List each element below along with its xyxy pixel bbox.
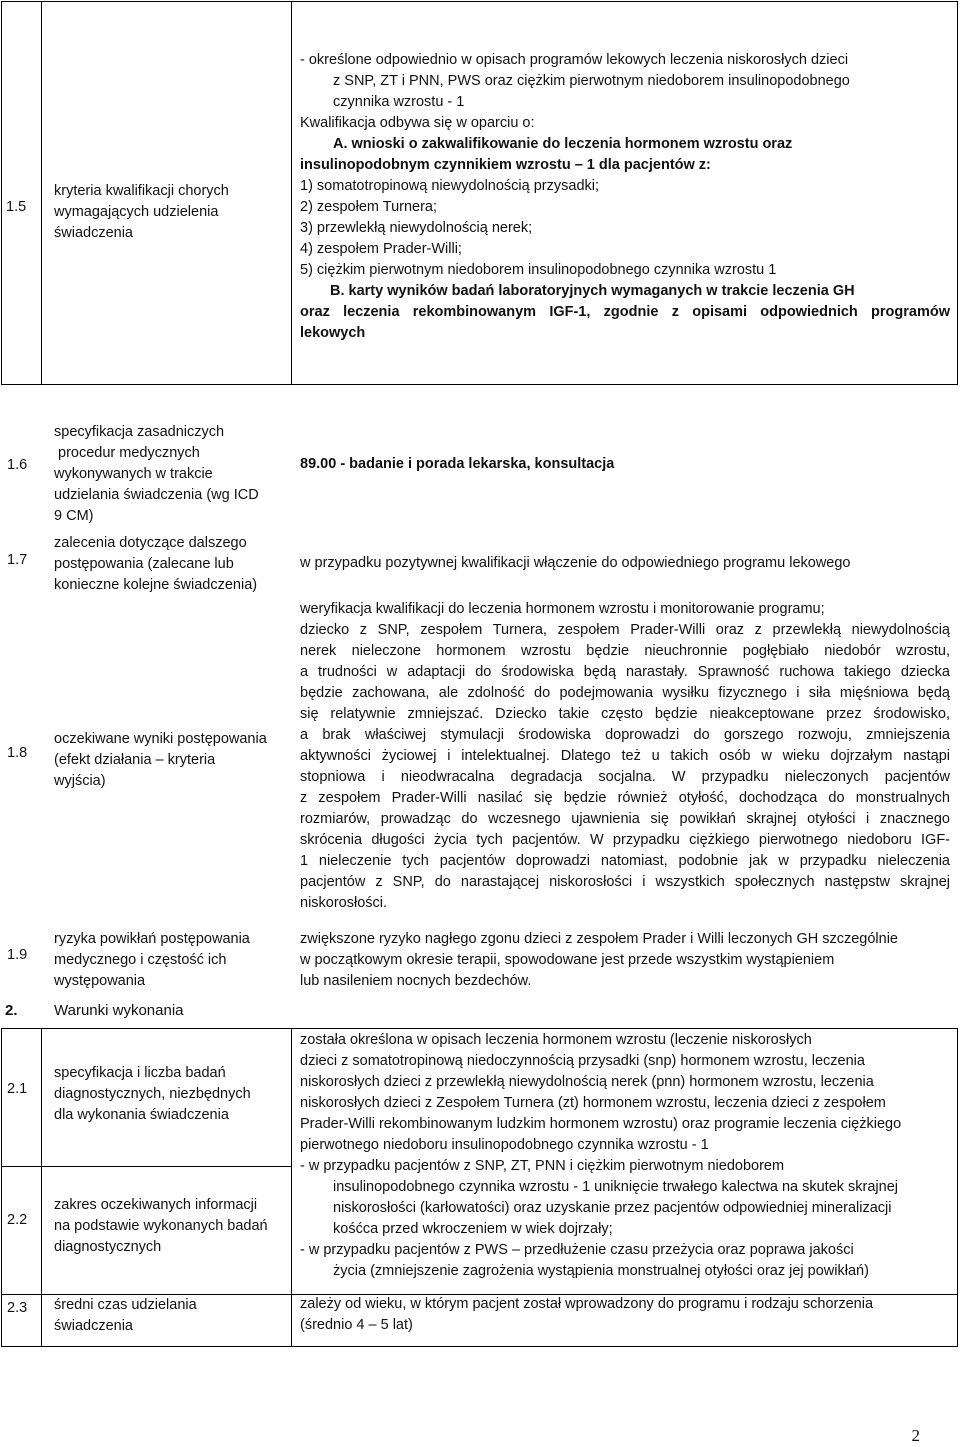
section-title: Warunki wykonania [54,1002,184,1019]
expected-outcomes: weryfikacja kwalifikacji do leczenia hormonem wzrostu i monitorowanie programu; dziecko z SNP, zespołem Turnera, zespołem Prader-Willi oraz z przewlekłą niewydolnością nerek nieleczone hormonem wzrostu będzie nieuchronnie pogłębiało niedobór wzrostu, a trudności w adaptacji do środowiska będą narastały. Sprawność ruchowa takiego dziecka będzie zachowana, ale zdolność do podejmowania wysiłku fizycznego i siła mięśniowa będą się relatywnie zmniejszać. Dziecko takie często będzie nieakceptowane przez środowisko, a brak właściwej stymulacji środowiska doprowadzi do gorszego rozwoju, zmniejszenia aktywności życiowej i intelektualnej. Dlatego też u takich osób w wieku dojrzałym nastąpi stopniowa i nieodwracalna degradacja socjalna. W przypadku nieleczonych pacjentów z zespołem Prader-Willi nasilać się będzie również otyłość, dochodząca do monstrualnych rozmiarów, prowadząc do wczesnego ujawnienia się powikłań skrajnej otyłości i znacznego skrócenia długości życia tych pacjentów. W przypadku ciężkiego pierwotnego niedoboru IGF- 1 nieleczenie tych pacjentów doprowadzi natomiast, podobnie jak w przypadku nieleczenia pacjentów z SNP, do narastającej niskorosłości i wszystkich społecznych następstw skrajnej niskorosłości. [300,601,950,911]
row-number: 2.3 [7,1300,28,1316]
row-label: zakres oczekiwanych informacji na podstawie wykonanych badań diagnostycznych [54,1197,268,1255]
cell-num [2,1167,42,1295]
row-number: 1.8 [7,745,28,761]
cell-num [2,2,42,385]
row-label: specyfikacja i liczba badań diagnostycznych, niezbędnych dla wykonania świadczenia [54,1065,251,1123]
row-number: 1.6 [7,457,28,473]
further-recommendations: w przypadku pozytywnej kwalifikacji włączenie do odpowiedniego programu lekowego [300,555,851,571]
complication-risks: zwiększone ryzyko nagłego zgonu dzieci z zespołem Prader i Willi leczonych GH szczególnie w początkowym okresie terapii, spowodowane jest przede wszystkim wystąpieniem lub nasileniem nocnych bezdechów. [300,931,898,989]
row-number: 1.5 [6,199,27,215]
row-label: specyfikacja zasadniczych procedur medycznych wykonywanych w trakcie udzielania świadczenia (wg ICD 9 CM) [54,424,259,524]
row-number: 1.9 [7,947,28,963]
procedure-code: 89.00 - badanie i porada lekarska, konsultacja [300,456,615,472]
row-number: 2.2 [7,1212,28,1228]
row-label: oczekiwane wyniki postępowania (efekt działania – kryteria wyjścia) [54,731,267,789]
row-label: kryteria kwalifikacji chorych wymagających udzielenia świadczenia [54,183,229,241]
row-number: 2.1 [7,1081,28,1097]
row-label: zalecenia dotyczące dalszego postępowania (zalecane lub konieczne kolejne świadczenia) [54,535,258,593]
qualification-criteria: - określone odpowiednio w opisach programów lekowych leczenia niskorosłych dzieci z SNP, ZT i PNN, PWS oraz ciężkim pierwotnym niedoborem insulinopodobnego czynnika wzrostu - 1 Kwalifikacja odbywa się w oparciu o: A. wnioski o zakwalifikowanie do leczenia hormonem wzrostu oraz insulinopodobnym czynnikiem wzrostu – 1 dla pacjentów z: 1) somatotropinową niewydolnością przysadki; 2) zespołem Turnera; 3) przewlekłą niewydolnością nerek; 4) zespołem Prader-Willi; 5) ciężkim pierwotnym niedoborem insulinopodobnego czynnika wzrostu 1 B. karty wyników badań laboratoryjnych wymaganych w trakcie leczenia GH oraz leczenia rekombinowanym IGF-1, zgodnie z opisami odpowiednich programów lekowych [300,52,950,341]
diagnostic-specification: została określona w opisach leczenia hormonem wzrostu (leczenie niskorosłych dzieci z somatotropinową niedoczynnością przysadki (snp) hormonem wzrostu, leczenia niskorosłych dzieci z przewlekłą niewydolnością nerek (pnn) hormonem wzrostu, leczenia niskorosłych dzieci z Zespołem Turnera (zt) hormonem wzrostu, leczenia dzieci z zespołem Prader-Willi rekombinowanym ludzkim hormonem wzrostu) oraz programie leczenia ciężkiego pierwotnego niedoboru insulinopodobnego czynnika wzrostu - 1 - w przypadku pacjentów z SNP, ZT, PNN i ciężkim pierwotnym niedoborem insulinopodobnego czynnika wzrostu - 1 uniknięcie trwałego kalectwa na skutek skrajnej niskorosłości (karłowatości) oraz uzyskanie przez pacjentów odpowiedniej mineralizacji kośćca przed wkroczeniem w wiek dojrzały; - w przypadku pacjentów z PWS – przedłużenie czasu przeżycia oraz poprawa jakości życia (zmniejszenie zagrożenia wystąpienia monstrualnej otyłości oraz jej powikłań) [300,1032,902,1279]
average-duration: zależy od wieku, w którym pacjent został wprowadzony do programu i rodzaju schorzenia (średnio 4 – 5 lat) [300,1296,874,1333]
row-number: 1.7 [7,552,28,568]
cell-num [2,1029,42,1167]
page-number: 2 [911,1426,920,1445]
row-label: ryzyka powikłań postępowania medycznego i częstość ich występowania [54,931,250,989]
section-number: 2. [5,1002,18,1019]
row-label: średni czas udzielania świadczenia [54,1297,197,1334]
